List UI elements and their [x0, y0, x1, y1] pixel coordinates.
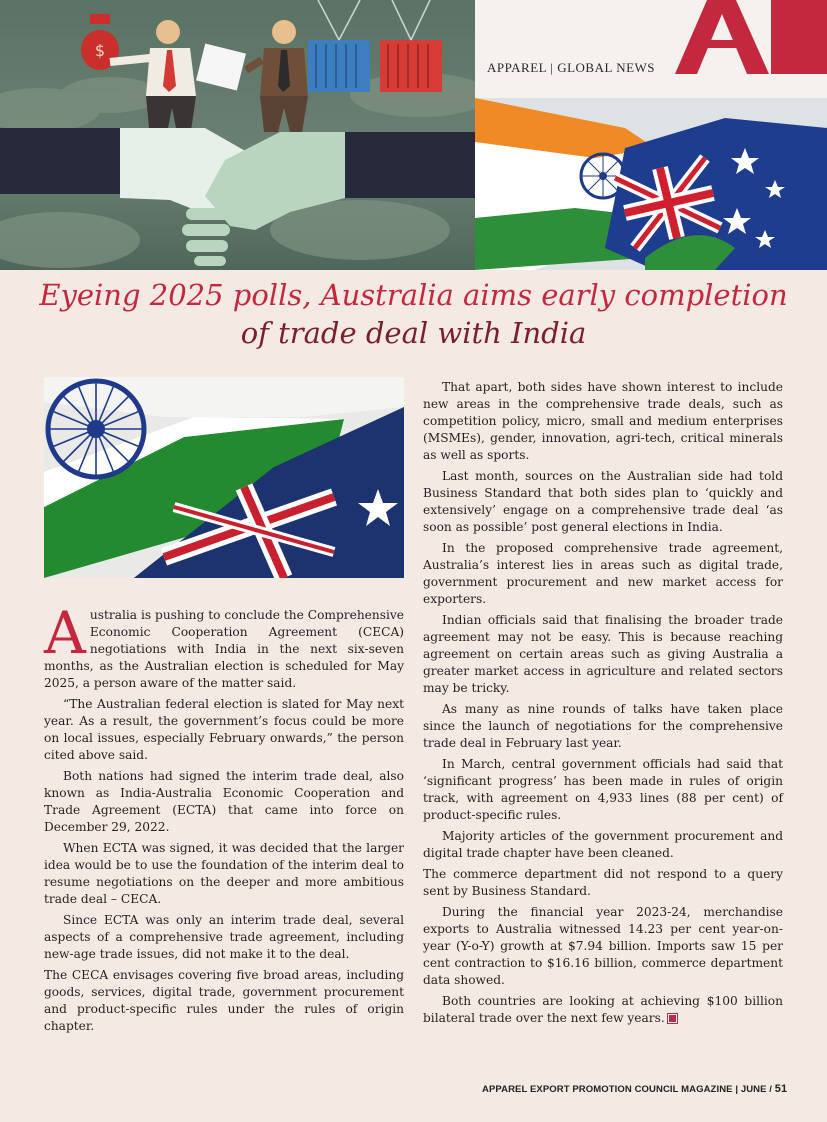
page-footer	[482, 1083, 787, 1095]
article-title	[30, 276, 797, 352]
paragraph: During the financial year 2023-24, merchandise exports to Australia witnessed 14.23 per cent year-on-year (Y-o-Y) growth at $7.94 billion. Imports saw 15 per cent contraction to $16.16 billion, commerce department data showed.	[423, 905, 783, 987]
handshake-illustration	[0, 0, 475, 270]
ashoka-chakra-icon	[48, 381, 144, 477]
paragraph: Both countries are looking at achieving $100 billion bilateral trade over the next few years.	[423, 994, 783, 1025]
section-label: APPAREL | GLOBAL NEWS	[487, 60, 656, 75]
magazine-name: APPAREL EXPORT PROMOTION COUNCIL MAGAZINE | JUNE /	[482, 1084, 773, 1095]
paragraph: Majority articles of the government procurement and digital trade chapter have been cleaned.	[423, 829, 783, 860]
businessman-icon	[246, 20, 308, 132]
paragraph: In March, central government officials had said that ‘significant progress’ has been made in rules of origin track, with agreement on 4,933 lines (88 per cent) of product-specific rules.	[423, 757, 783, 822]
paragraph: Both nations had signed the interim trade deal, also known as India-Australia Economic Cooperation and Trade Agreement (ECTA) that came into force on December 29, 2022.	[44, 769, 404, 834]
flag-handshake-photo	[475, 98, 827, 270]
title-line-1: Eyeing 2025 polls, Australia aims early completion	[39, 278, 788, 312]
paragraph: In the proposed comprehensive trade agreement, Australia’s interest lies in areas such as digital trade, government procurement and new market access for exporters.	[423, 541, 783, 606]
paragraph: As many as nine rounds of talks have taken place since the launch of negotiations for the comprehensive trade deal in February last year.	[423, 702, 783, 750]
header-strip	[475, 0, 827, 98]
paragraph: The CECA envisages covering five broad areas, including goods, services, digital trade, government procurement and product-specific rules under the rules of origin chapter.	[44, 968, 404, 1033]
article-body-right	[423, 379, 783, 1031]
drop-cap: A	[44, 599, 86, 667]
paragraph: Indian officials said that finalising the broader trade agreement may not be easy. This is because reaching agreement on certain areas such as giving Australia a greater market access in agriculture and related sectors may be tricky.	[423, 613, 783, 695]
hero-illustration	[0, 0, 475, 270]
container-blue-icon	[308, 0, 370, 92]
flags-photo	[44, 377, 404, 578]
page-number: 51	[774, 1083, 788, 1095]
article-body-left	[44, 599, 404, 1039]
magazine-logo-icon	[475, 0, 827, 98]
container-red-icon	[380, 0, 442, 92]
end-mark-icon	[668, 1014, 677, 1023]
paragraph: When ECTA was signed, it was decided that the larger idea would be to use the foundation of the interim deal to resume negotiations on the deeper and more ambitious trade deal – CECA.	[44, 841, 404, 906]
paragraph: The commerce department did not respond to a query sent by Business Standard.	[423, 867, 783, 898]
svg-text:$: $	[94, 41, 106, 60]
paragraph: “The Australian federal election is slated for May next year. As a result, the government’s focus could be more on local issues, especially February onwards,” the person cited above said.	[44, 697, 404, 762]
title-line-2: of trade deal with India	[240, 316, 587, 350]
paragraph: Last month, sources on the Australian side had told Business Standard that both sides plan to ‘quickly and extensively’ engage on a comprehensive trade deal ‘as soon as possible’ post general elections in India.	[423, 469, 783, 534]
paragraph: Australia is pushing to conclude the Comprehensive Economic Cooperation Agreement (CECA) negotiations with India in the next six-seven months, as the Australian election is scheduled for May 2025, a person aware of the matter said.	[44, 599, 404, 690]
paragraph: Since ECTA was only an interim trade deal, several aspects of a comprehensive trade agreement, including new-age trade issues, did not make it to the deal.	[44, 913, 404, 961]
paragraph: That apart, both sides have shown interest to include new areas in the comprehensive trade deals, such as competition policy, micro, small and medium enterprises (MSMEs), gender, innovation, agri-tech, critical minerals as well as sports.	[423, 380, 783, 462]
